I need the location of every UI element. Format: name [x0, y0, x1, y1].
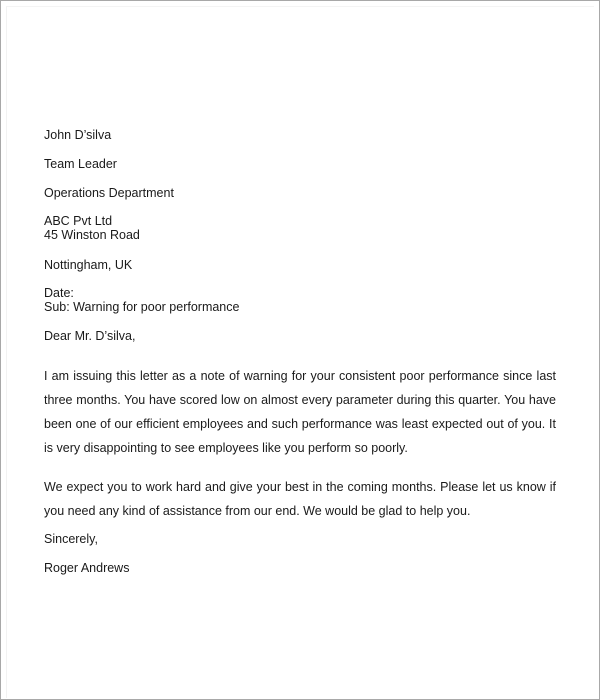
signature-name: Roger Andrews [44, 561, 130, 575]
closing: Sincerely, [44, 532, 98, 546]
salutation: Dear Mr. D’silva, [44, 329, 136, 343]
subject-line: Sub: Warning for poor performance [44, 300, 240, 314]
recipient-company: ABC Pvt Ltd [44, 214, 113, 228]
body-paragraph-1: I am issuing this letter as a note of warning for your consistent poor performance since last three months. You have scored low on almost every parameter during this quarter. You have been one of our efficient employees and such performance was least expected out of you. It is very disappointing to see employees like you perform so poorly. [44, 369, 556, 455]
recipient-street: 45 Winston Road [44, 228, 140, 242]
date-label: Date: [44, 286, 74, 300]
recipient-city: Nottingham, UK [44, 258, 133, 272]
body-paragraph-2: We expect you to work hard and give your best in the coming months. Please let us know if you need any kind of assistance from our end. We would be glad to help you. [44, 480, 556, 518]
recipient-name: John D’silva [44, 128, 112, 142]
page-inner-frame [6, 6, 594, 698]
recipient-title: Team Leader [44, 157, 117, 171]
recipient-department: Operations Department [44, 186, 174, 200]
